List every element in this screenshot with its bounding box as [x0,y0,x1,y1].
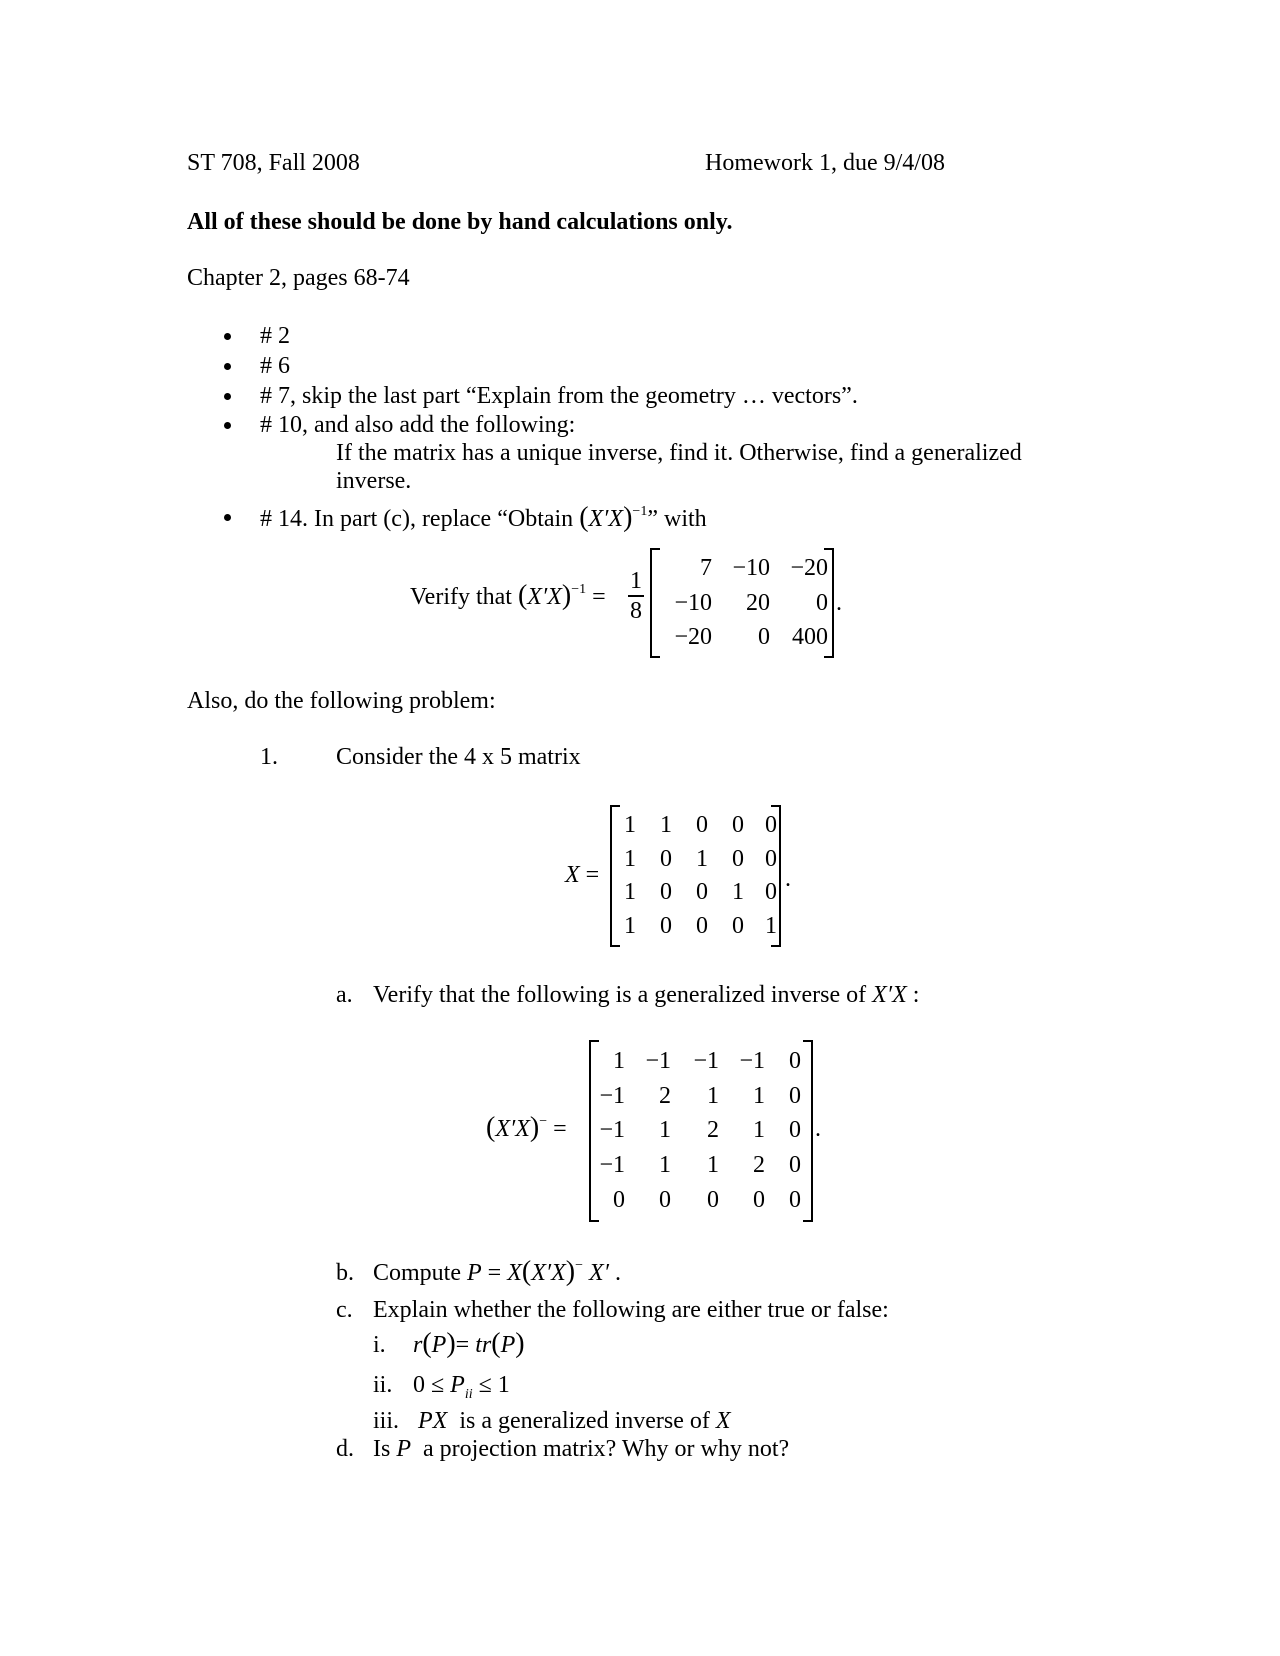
bullet-item-14-prefix: # 14. In part (c), replace “Obtain [260,506,574,532]
matrix-cell: 0 [696,879,708,906]
matrix-cell: 0 [789,1082,801,1109]
matrix-cell: 0 [789,1187,801,1214]
matrix-cell: 0 [758,623,770,650]
homework-due: Homework 1, due 9/4/08 [705,150,945,176]
bullet-dot [224,514,231,521]
problem-statement: Consider the 4 x 5 matrix [336,744,581,770]
sub-i-expr: r(P)= tr(P) [413,1328,525,1359]
period: . [836,590,842,616]
part-b: Compute P = X(X′X)− X′ . [373,1256,621,1287]
matrix-cell: −1 [599,1082,625,1109]
bullet-item-10-note-1: If the matrix has a unique inverse, find it. Otherwise, find a generalized [336,440,1022,466]
part-c-label: c. [336,1297,353,1323]
sub-iii-text: is a generalized inverse of [459,1408,710,1434]
part-d: Is P a projection matrix? Why or why not? [373,1436,790,1462]
part-a-label: a. [336,982,353,1008]
bullet-item-14: # 14. In part (c), replace “Obtain $(X'X)^{-1}$” with [260,502,707,533]
matrix-cell: 1 [659,1117,671,1144]
ginv-label: (X′X)− = [486,1112,567,1143]
matrix-cell: 2 [659,1082,671,1109]
matrix-cell: −10 [732,555,770,582]
matrix-cell: 0 [765,879,777,906]
part-c-text: Explain whether the following are either true or false: [373,1297,889,1323]
matrix-cell: 7 [700,555,712,582]
fraction-one-eighth [628,568,644,625]
matrix-cell: 20 [746,589,770,616]
matrix-cell: −1 [599,1117,625,1144]
sub-ii-label: ii. [373,1372,393,1398]
sub-ii-expr: $0 \le P_{ii} \le 1$ [413,1372,510,1402]
matrix-cell: 0 [660,879,672,906]
part-b-label: b. [336,1260,354,1286]
matrix-cell: 0 [753,1187,765,1214]
matrix-cell: 0 [789,1047,801,1074]
sub-iii-label: iii. [373,1408,400,1434]
matrix-cell: −10 [674,589,712,616]
period: . [815,1116,821,1142]
matrix-cell: 0 [696,913,708,940]
matrix-cell: 1 [624,845,636,872]
matrix-cell: 1 [624,879,636,906]
matrix-cell: 1 [707,1152,719,1179]
matrix-cell: 1 [696,845,708,872]
bullet-item-7: # 7, skip the last part “Explain from the geometry … vectors”. [260,383,858,409]
bullet-dot [224,333,231,340]
part-a-text: Verify that the following is a generalized inverse of [373,982,867,1008]
instruction: All of these should be done by hand calculations only. [187,209,733,235]
matrix-cell: −20 [674,623,712,650]
matrix-cell: 0 [789,1152,801,1179]
matrix-cell: 0 [732,913,744,940]
matrix-cell: 0 [765,845,777,872]
sub-i-label: i. [373,1332,386,1358]
matrix-x [610,805,781,947]
matrix-cell: 0 [659,1187,671,1214]
generalized-inverse-matrix [589,1040,813,1222]
matrix-cell: 1 [765,913,777,940]
bullet-item-14-suffix: ” with [647,506,707,532]
matrix-cell: 0 [789,1117,801,1144]
verify-text: Verify that [410,584,512,610]
matrix-cell: 1 [660,811,672,838]
part-d-pre: Is [373,1436,391,1462]
matrix-cell: 0 [707,1187,719,1214]
matrix-cell: 0 [732,845,744,872]
matrix-cell: 2 [707,1117,719,1144]
part-b-text: Compute [373,1260,461,1286]
period: . [785,866,791,892]
matrix-cell: −1 [599,1152,625,1179]
bullet-dot [224,363,231,370]
matrix-cell: 0 [660,913,672,940]
matrix-cell: 0 [816,589,828,616]
fraction-numerator: 1 [630,568,642,594]
bullet-dot [224,422,231,429]
matrix-cell: 0 [732,811,744,838]
inverse-matrix [650,548,834,658]
problem-number: 1. [260,744,278,770]
verify-inverse-label: Verify that $(X'X)^{-1}$ = [410,580,606,611]
part-a: Verify that the following is a generalized inverse of X′X : [373,982,920,1008]
part-d-text: a projection matrix? Why or why not? [423,1436,790,1462]
matrix-cell: 0 [765,811,777,838]
matrix-cell: −1 [739,1047,765,1074]
matrix-cell: −20 [790,555,828,582]
matrix-cell: 400 [792,623,828,650]
matrix-cell: 0 [696,811,708,838]
matrix-cell: 1 [707,1082,719,1109]
bullet-item-10-note-2: inverse. [336,468,412,494]
matrix-cell: 1 [624,811,636,838]
matrix-cell: −1 [645,1047,671,1074]
matrix-cell: 0 [660,845,672,872]
course-title: ST 708, Fall 2008 [187,150,360,176]
chapter-reference: Chapter 2, pages 68-74 [187,265,410,291]
matrix-cell: 1 [753,1117,765,1144]
bullet-item-2: # 2 [260,323,290,349]
matrix-cell: 1 [753,1082,765,1109]
matrix-x-label: X = [565,862,600,888]
matrix-cell: −1 [693,1047,719,1074]
matrix-cell: 1 [624,913,636,940]
part-d-label: d. [336,1436,354,1462]
matrix-cell: 1 [659,1152,671,1179]
bullet-item-6: # 6 [260,353,290,379]
matrix-cell: 2 [753,1152,765,1179]
bullet-dot [224,393,231,400]
bullet-item-10: # 10, and also add the following: [260,412,576,438]
matrix-cell: 0 [613,1187,625,1214]
sub-iii: PX is a generalized inverse of X [418,1408,731,1434]
fraction-denominator: 8 [630,598,642,625]
matrix-cell: 1 [732,879,744,906]
also-text: Also, do the following problem: [187,688,496,714]
matrix-cell: 1 [613,1047,625,1074]
